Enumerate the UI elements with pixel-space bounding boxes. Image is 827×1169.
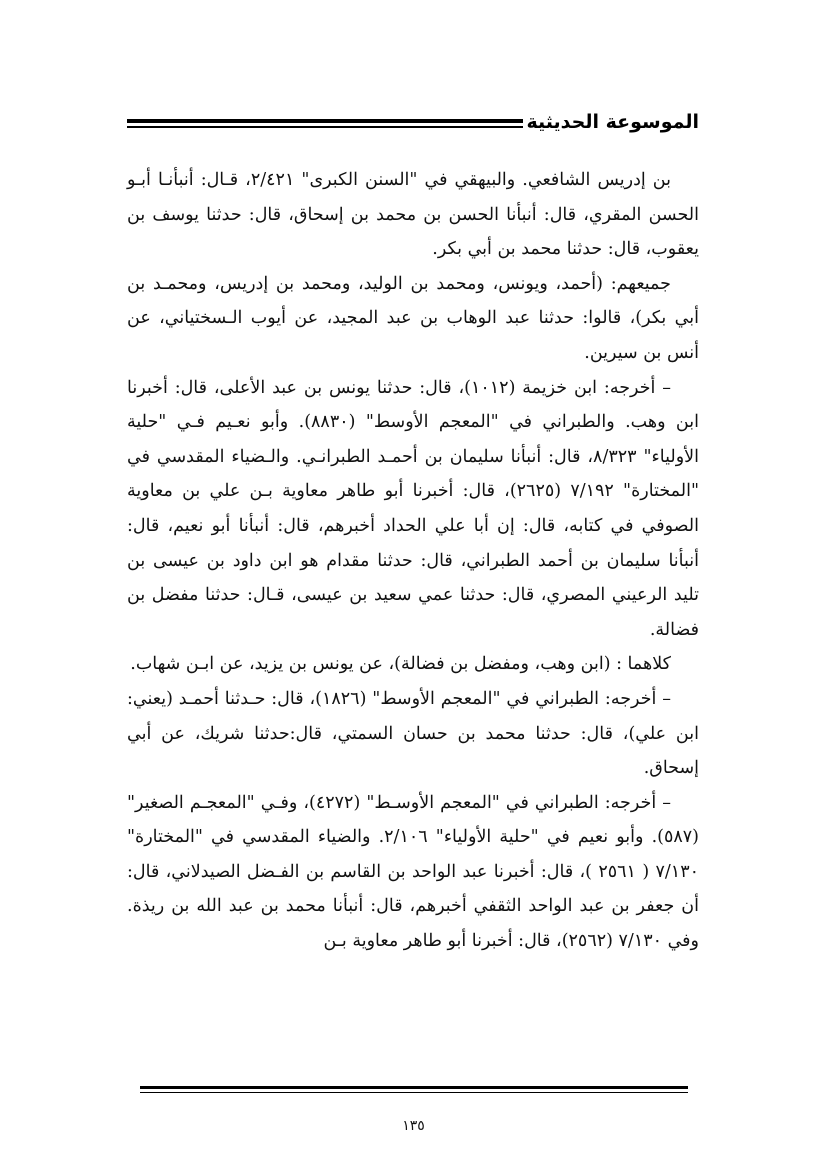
header-rule xyxy=(127,119,523,128)
header-title: الموسوعة الحديثية xyxy=(526,111,699,133)
body-text xyxy=(127,163,699,959)
page-header xyxy=(127,106,699,138)
paragraph: – أخرجه: ابن خزيمة (١٠١٢)، قال: حدثنا يونس بن عبد الأعلى، قال: أخبرنا ابن وهب. والطبراني في "المعجم الأوسط" (٨٨٣٠). وأبو نعـيم فـي "حلية الأولياء" ٨/٣٢٣، قال: أنبأنا سليمان بن أحمـد الطبرانـي. والـضياء المقدسي في "المختارة" ٧/١٩٢ (٢٦٢٥)، قال: أخبرنا أبو طاهر معاوية بـن علي بن معاوية الصوفي في كتابه، قال: إن أبا علي الحداد أخبرهم، قال: أنبأنا أبو نعيم، قال: أنبأنا سليمان بن أحمد الطبراني، قال: حدثنا مقدام هو ابن داود بن عيسى بن تليد الرعيني المصري، قال: حدثنا عمي سعيد بن عيسى، قـال: حدثنا مفضل بن فضالة. xyxy=(127,377,699,640)
page-number: ١٣٥ xyxy=(402,1118,425,1134)
footer-rule xyxy=(140,1086,688,1093)
paragraph: بن إدريس الشافعي. والبيهقي في "السنن الكبرى" ٢/٤٢١، قـال: أنبأنـا أبـو الحسن المقري، قال: أنبأنا الحسن بن محمد بن إسحاق، قال: حدثنا يوسف بن يعقوب، قال: حدثنا محمد بن أبي بكر. xyxy=(127,170,699,260)
paragraph: جميعهم: (أحمد، ويونس، ومحمد بن الوليد، ومحمد بن إدريس، ومحمـد بن أبي بكر)، قالوا: حدثنا عبد الوهاب بن عبد المجيد، عن أيوب الـسختياني، عن أنس بن سيرين. xyxy=(127,273,699,363)
paragraph: كلاهما : (ابن وهب، ومفضل بن فضالة)، عن يونس بن يزيد، عن ابـن شهاب. xyxy=(130,654,671,675)
paragraph: – أخرجه: الطبراني في "المعجم الأوسـط" (٤٢٧٢)، وفـي "المعجـم الصغير" (٥٨٧). وأبو نعيم في "حلية الأولياء" ٢/١٠٦. والضياء المقدسي في "المختارة" ٧/١٣٠ ( ٢٥٦١ )، قال: أخبرنا عبد الواحد بن القاسم بن الفـضل الصيدلاني، قال: أن جعفر بن عبد الواحد الثقفي أخبرهم، قال: أنبأنا محمد بن عبد الله بن ريذة. وفي ٧/١٣٠ (٢٥٦٢)، قال: أخبرنا أبو طاهر معاوية بـن xyxy=(127,792,699,952)
paragraph: – أخرجه: الطبراني في "المعجم الأوسط" (١٨٢٦)، قال: حـدثنا أحمـد (يعني: ابن علي)، قال: حدثنا محمد بن حسان السمتي، قال:حدثنا شريك، عن أبي إسحاق. xyxy=(127,688,699,779)
